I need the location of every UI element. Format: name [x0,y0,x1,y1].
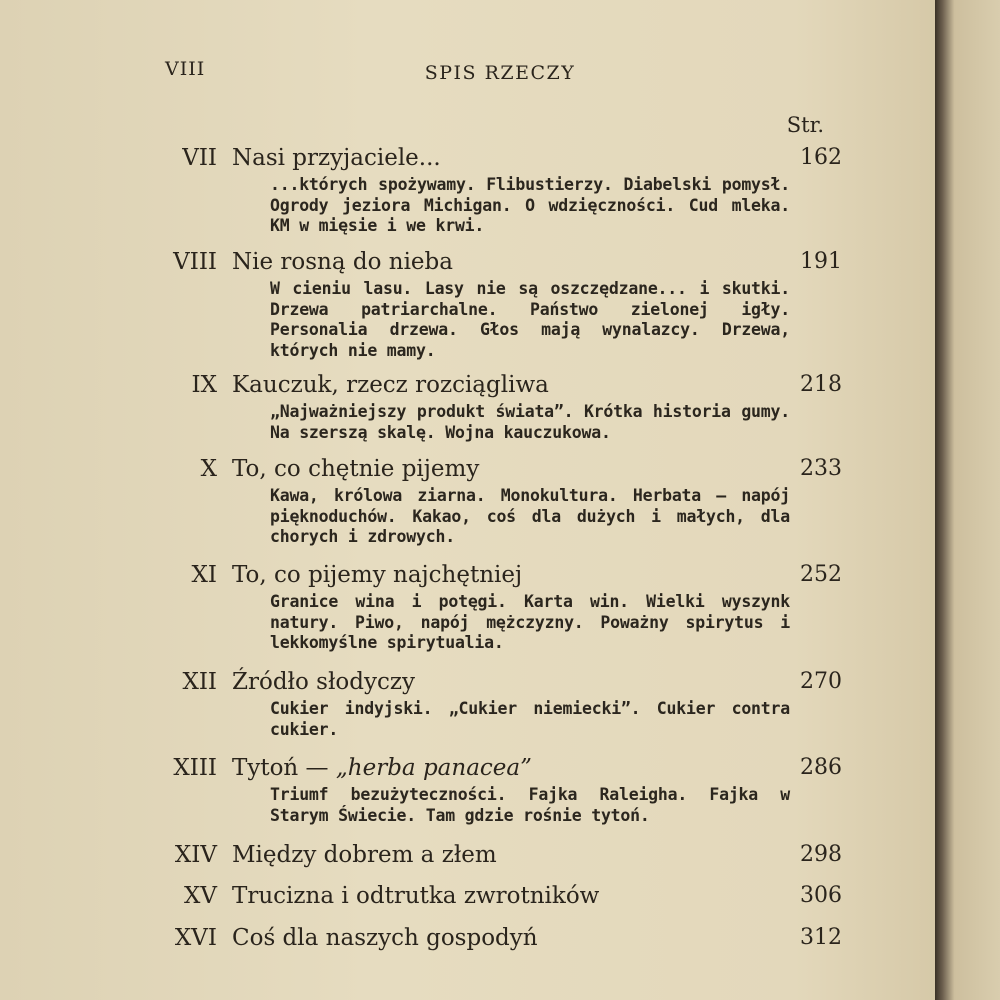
chapter-number: XII [182,669,217,695]
chapter-page: 306 [800,883,842,908]
chapter-number: X [200,456,217,482]
chapter-title-prefix: Tytoń — [232,755,336,781]
page-folio: VIII [165,58,206,80]
chapter-page: 298 [800,842,842,867]
toc-entry [0,669,935,739]
toc-entry [0,145,935,235]
running-head: SPIS RZECZY [424,62,576,84]
chapter-number: XIV [174,842,217,868]
chapter-title: Coś dla naszych gospodyń [232,925,538,951]
chapter-summary: ...których spożywamy. Flibustierzy. Diabelski pomysł. Ogrody jeziora Michigan. O wdzięczności. Cud mleka. KM w mięsie i we krwi. [270,175,790,235]
chapter-page: 252 [800,562,842,587]
chapter-summary: Kawa, królowa ziarna. Monokultura. Herbata — napój pięknoduchów. Kakao, coś dla dużych i małych, dla chorych i zdrowych. [270,486,790,546]
chapter-title: To, co pijemy najchętniej [232,562,523,588]
chapter-page: 286 [800,755,842,780]
chapter-title: Kauczuk, rzecz rozciągliwa [232,372,549,398]
chapter-number: VII [182,145,217,171]
chapter-title: Nasi przyjaciele... [232,145,441,171]
toc-entry [0,249,935,360]
toc-entry [0,925,935,955]
toc-entry [0,842,935,872]
chapter-page: 312 [800,925,842,950]
chapter-page: 233 [800,456,842,481]
chapter-number: VIII [173,249,217,275]
toc-entry [0,755,935,825]
chapter-number: IX [191,372,217,398]
chapter-number: XV [184,883,217,909]
chapter-page: 191 [800,249,842,274]
book-spine-edge [935,0,1000,1000]
chapter-page: 270 [800,669,842,694]
chapter-number: XIII [173,755,217,781]
chapter-title: Między dobrem a złem [232,842,497,868]
chapter-page: 162 [800,145,842,170]
chapter-number: XVI [174,925,217,951]
page-column-label: Str. [786,113,824,137]
toc-entry [0,456,935,546]
chapter-summary: Granice wina i potęgi. Karta win. Wielki wyszynk natury. Piwo, napój mężczyzny. Poważny spirytus i lekkomyślne spirytualia. [270,592,790,652]
chapter-summary: W cieniu lasu. Lasy nie są oszczędzane... i skutki. Drzewa patriarchalne. Państwo zielonej igły. Personalia drzewa. Głos mają wynalazcy. Drzewa, których nie mamy. [270,279,790,360]
toc-entry [0,562,935,652]
chapter-summary: Triumf bezużyteczności. Fajka Raleigha. Fajka w Starym Świecie. Tam gdzie rośnie tytoń. [270,785,790,825]
chapter-title: Nie rosną do nieba [232,249,453,275]
chapter-title-italic: „herba panacea” [335,755,532,781]
chapter-page: 218 [800,372,842,397]
chapter-summary: „Najważniejszy produkt świata”. Krótka historia gumy. Na szerszą skalę. Wojna kauczukowa. [270,402,790,442]
chapter-number: XI [191,562,217,588]
chapter-title [232,755,532,781]
toc-entry [0,372,935,442]
chapter-summary: Cukier indyjski. „Cukier niemiecki”. Cukier contra cukier. [270,699,790,739]
chapter-title: Trucizna i odtrutka zwrotników [232,883,600,909]
chapter-title: To, co chętnie pijemy [232,456,480,482]
toc-entry [0,883,935,913]
chapter-title: Źródło słodyczy [232,669,415,695]
